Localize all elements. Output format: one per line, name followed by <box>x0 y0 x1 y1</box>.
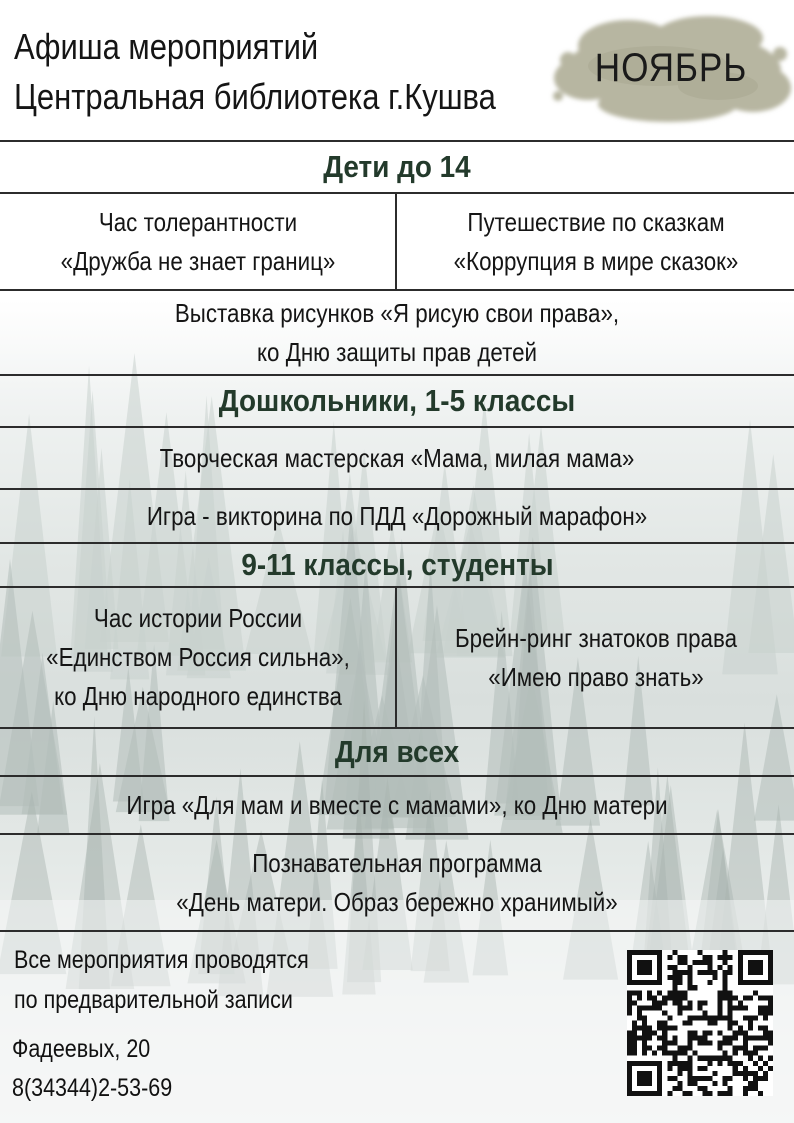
table-row <box>0 775 794 833</box>
table-row <box>0 192 794 289</box>
event-cell <box>397 194 794 289</box>
event-cell <box>0 588 397 727</box>
section-header <box>0 374 794 426</box>
footer <box>12 940 414 1102</box>
section-title: Дошкольники, 1-5 классы <box>218 383 576 418</box>
month-label: НОЯБРЬ <box>594 46 748 90</box>
table-row <box>0 289 794 374</box>
title-line-2: Центральная библиотека г.Кушва <box>14 76 496 117</box>
table-row <box>0 488 794 542</box>
qr-code-icon[interactable] <box>627 950 773 1096</box>
event-text: Выставка рисунков «Я рисую свои права», ко Дню защиты прав детей <box>174 297 620 367</box>
table-row <box>0 586 794 727</box>
section-header <box>0 727 794 775</box>
section-title: Дети до 14 <box>323 149 471 184</box>
section-title: 9-11 классы, студенты <box>240 547 554 582</box>
event-text: Час толерантности «Дружба не знает границ» <box>60 206 335 276</box>
event-text: Брейн-ринг знатоков права «Имею право знать» <box>454 622 737 692</box>
section-title: Для всех <box>334 734 460 769</box>
table-row <box>0 833 794 932</box>
section-header <box>0 542 794 586</box>
registration-note: Все мероприятия проводятся по предварительной записи <box>14 946 309 1014</box>
title-line-1: Афиша мероприятий <box>14 26 319 67</box>
event-text: Путешествие по сказкам «Коррупция в мире сказок» <box>453 206 738 276</box>
event-cell <box>0 194 397 289</box>
table-row <box>0 426 794 488</box>
month-badge <box>548 8 794 128</box>
phone-number: 8(34344)2-53-69 <box>12 1074 173 1102</box>
event-text: Час истории России «Единством Россия сильна», ко Дню народного единства <box>45 603 350 711</box>
event-cell <box>397 588 794 727</box>
section-header <box>0 140 794 192</box>
event-text: Игра «Для мам и вместе с мамами», ко Дню матери <box>126 789 668 820</box>
event-text: Познавательная программа «День матери. Образ бережно хранимый» <box>176 847 618 917</box>
address: Фадеевых, 20 <box>12 1035 151 1063</box>
event-text: Творческая мастерская «Мама, милая мама» <box>159 442 635 473</box>
events-table <box>0 140 794 932</box>
event-text: Игра - викторина по ПДД «Дорожный марафон» <box>146 500 648 531</box>
page-title <box>14 22 496 122</box>
